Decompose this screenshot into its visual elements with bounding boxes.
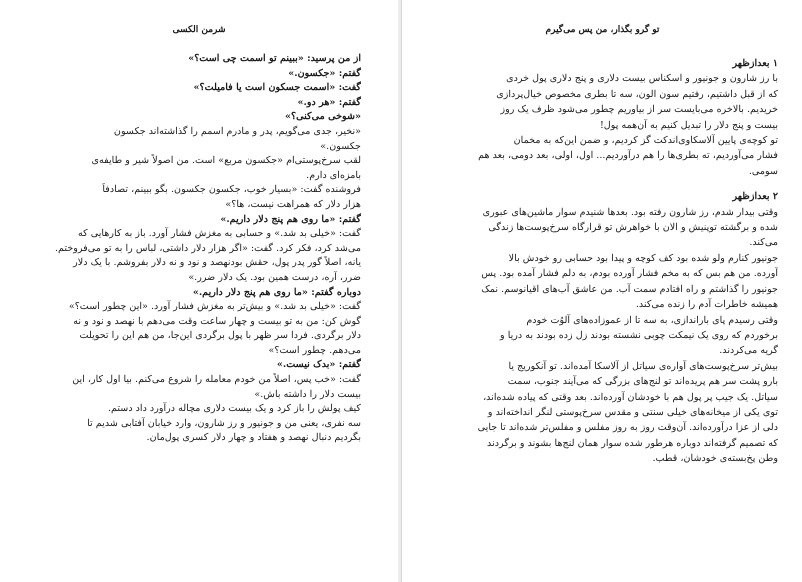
text-line: خریدیم. بالاخره می‌بایست سر از بیاوریم چطور می‌شود ظرف یک روز <box>500 104 778 116</box>
text-line: شده و برگشته توپنیش و الان با خواهرش تو قرارگاه سرخ‌پوست‌ها زندگی <box>488 222 778 234</box>
text-line: دلار برگردی. فردا سر ظهر با پول برگردی این‌جا، من هم این را تحویلت <box>79 330 361 342</box>
text-line: وقتی رسیدم پای باراندازی، به سه تا از عموزاده‌های آلوُت خودم <box>526 314 778 326</box>
text-line: تو کوچه‌ی پایین آلاسکاوی‌اندکت گز کردیم، و ضمن این‌که به مخمان <box>513 135 778 147</box>
left-page-body <box>36 52 361 446</box>
text-line: بیش‌تر سرخ‌پوست‌های آواره‌ی سیاتل از آلاسکا آمده‌اند. تو آنکوریج یا <box>508 360 778 372</box>
text-line: جونیور را گذاشتم و راه افتادم سمت آب. من عاشق آب‌های اقیانوسم. نمک <box>481 283 778 295</box>
text-line: گفتم: «جکسون.» <box>288 67 361 79</box>
text-line: جونیور کنارم ولو شده بود کف کوچه و پیدا بود حسابی رو خودش بالا <box>508 252 778 264</box>
text-line: بیست و پنج دلار را تبدیل کنیم به آن‌همه پول! <box>599 119 778 131</box>
text-line: گفت: «اسمت جسکون است یا فامیلت؟» <box>193 82 361 94</box>
text-line: می‌دهم. چطور است؟» <box>268 344 361 356</box>
text-line: توی یکی از میخانه‌های خیلی سنتی و مقدس سرخ‌پوستی لنگر انداخته‌اند و <box>487 406 778 418</box>
text-line: کیف پولش را باز کرد و یک بیست دلاری مچاله درآورد داد دستم. <box>107 403 361 415</box>
left-page <box>0 0 399 582</box>
text-line: دلی از عزا درآورده‌اند. آن‌وقت روز به روز مفلس و مفلس‌تر شده‌اند تا جایی <box>477 422 778 434</box>
right-running-head: تو گرو بگذار، من پس می‌گیرم <box>545 25 660 35</box>
text-line: برخوردم که روی یک نیمکت چوبی نشسته بودند زل زده بودند به دریا و <box>500 329 778 341</box>
text-line: که تصمیم گرفته‌اند دوباره هرطور شده سوار همان لنج‌ها بشوند و برگردند <box>487 437 778 449</box>
text-line: از من پرسید: «ببینم تو اسمت چی است؟» <box>188 53 361 64</box>
text-line: همیشه خاطرات آدم را زنده می‌کند. <box>635 299 778 311</box>
text-line: بگردیم دنبال نهصد و هفتاد و چهار دلار کسری پول‌مان. <box>146 432 361 444</box>
text-line: وقتی بیدار شدم، رز شارون رفته بود. بعدها شنیدم سوار ماشین‌های عبوری <box>482 206 778 218</box>
text-line: «شوخی می‌کنی؟» <box>285 111 361 123</box>
text-line: سومی. <box>748 165 778 177</box>
text-line: هزار دلار که همراهت نیست، ها؟» <box>225 198 361 210</box>
text-line: «نخیر، جدی می‌گویم، پدر و مادرم اسمم را گذاشته‌اند جکسون <box>113 125 361 137</box>
right-page <box>401 0 802 582</box>
text-line: گریه می‌کردند. <box>719 345 778 357</box>
section-heading: ۲ بعدازظهر <box>732 191 778 203</box>
text-line: آورده. من هم بس که به مخم فشار آورده بودم، به دلم فشار آمده بود. پس <box>481 268 778 280</box>
right-page-body <box>446 54 778 467</box>
text-line: می‌شد کرد، فکر کرد. گفت: «اگر هزار دلار داشتی، لباس را به تو می‌فروختم. <box>54 242 361 254</box>
text-line: گفتم: «بدک نیست.» <box>276 359 361 371</box>
section-gap <box>446 179 778 187</box>
text-line: بارو پشت سر هم پریده‌اند تو لنج‌های بزرگی که می‌آیند جنوب، سمت <box>507 376 778 388</box>
text-line: گفتم: «هر دو.» <box>297 96 361 108</box>
text-line: که از قبل داشتیم، رفتیم سون الون، سه تا بطری مخصوص خیال‌پردازی <box>496 88 778 100</box>
section-heading: ۱ بعدازظهر <box>732 58 778 69</box>
text-line: سیاتل. یک جیب پر پول هم با خودشان آورده‌اند. بعد وقتی که پیاده شده‌اند، <box>483 391 778 403</box>
text-line: دوباره گفتم: «ما روی هم پنج دلار داریم.» <box>192 286 361 298</box>
text-line: بامزه‌ای دارم. <box>306 169 361 181</box>
text-line: گفت: «خیلی بد شد.» و بیش‌تر به مغزش فشار آورد. «این چطور است؟» <box>68 301 361 313</box>
text-line: ضرر، آره، درست همین بود. یک دلار ضرر.» <box>188 271 361 283</box>
text-line: گفت: «خیلی بد شد.» و حسابی به مغزش فشار آورد. باز به کارهایی که <box>77 228 361 240</box>
text-line: گفت: «خب پس، اصلاً من خودم معامله را شروع می‌کنم. بیا اول کار، این <box>72 374 361 386</box>
left-running-head: شرمن الکسی <box>172 25 226 35</box>
text-line: گوش کن: من به تو بیست و چهار ساعت وقت می‌دهم با نهصد و نود و نه <box>73 315 361 327</box>
text-line: با رز شارون و جونیور و اسکناس بیست دلاری و پنج دلاری پول خردی <box>506 73 778 85</box>
text-line: فشار می‌آوردیم، ته بطری‌ها را هم درآوردیم... اول، اولی، بعد دومی، بعد هم <box>478 150 778 162</box>
text-line: یانه، اصلاً گور پدر پول، حقش بودنهصد و نود و نه دلار بفروشم. با یک دلار <box>73 257 361 269</box>
text-line: جکسون.» <box>320 140 361 152</box>
text-line: بیست دلار را داشته باش.» <box>254 388 361 400</box>
text-line: سه نفری، یعنی من و جونیور و رز شارون، وارد خیابان آفتابی شدیم تا <box>87 417 361 429</box>
text-line: فروشنده گفت: «بسیار خوب، جکسون جکسون. بگو ببینم، تصادفاً <box>102 184 361 196</box>
text-line: وطن پخ‌بسته‌ی خودشان، قطب. <box>652 453 778 465</box>
text-line: گفتم: «ما روی هم پنج دلار داریم.» <box>220 213 361 225</box>
text-line: لقب سرخ‌پوستی‌ام «جکسون مربع» است. من اصولاً شیر و طایفه‌ی <box>91 155 361 167</box>
text-line: می‌کند. <box>749 237 778 249</box>
